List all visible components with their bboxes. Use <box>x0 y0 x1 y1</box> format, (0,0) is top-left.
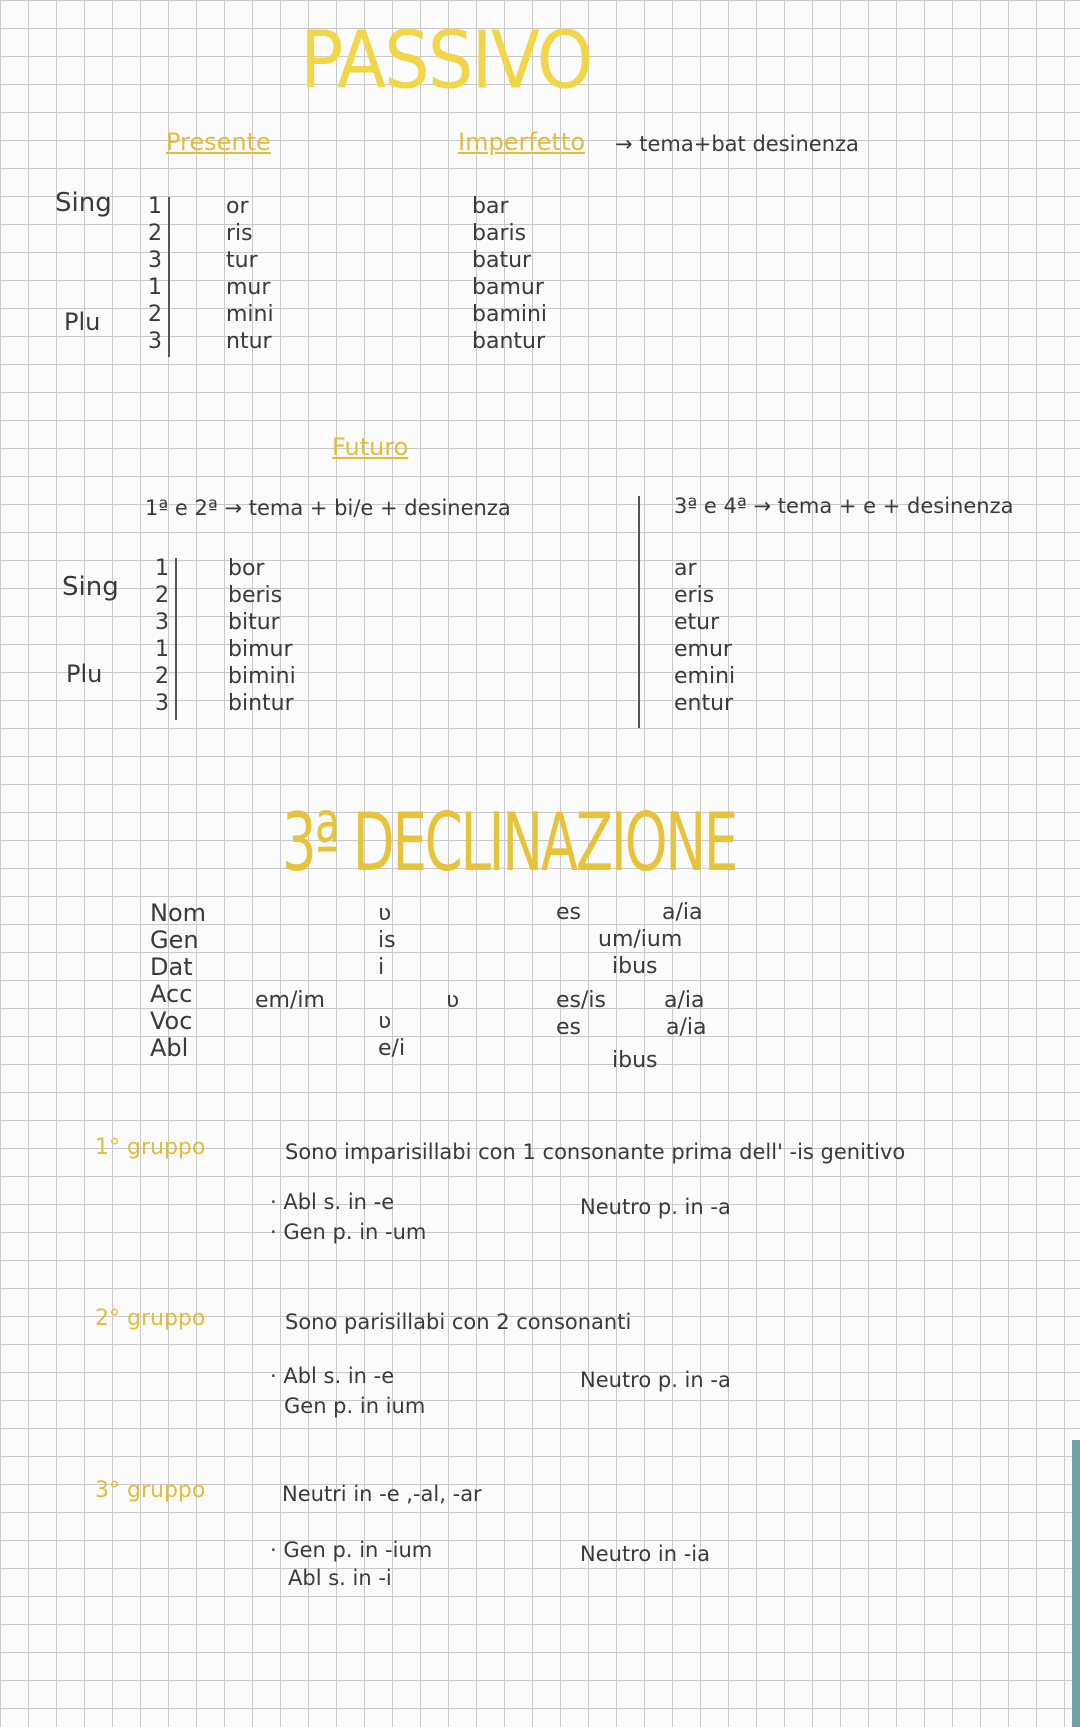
imperfetto-endings <box>472 193 547 355</box>
futuro-rule-34: 3ª e 4ª → tema + e + desinenza <box>674 494 1014 518</box>
ending: i <box>378 955 385 980</box>
acc-left-ending: em/im <box>255 988 325 1013</box>
gruppo-3-label: 3° gruppo <box>95 1478 206 1503</box>
ending: um/ium <box>598 927 683 952</box>
gruppo-2-rule: · Abl s. in -e <box>270 1364 395 1388</box>
ending: mini <box>226 302 274 327</box>
gruppo-1-neutro: Neutro p. in -a <box>580 1195 731 1219</box>
gruppo-1-rule: · Abl s. in -e <box>270 1190 395 1214</box>
futuro-plu-label: Plu <box>66 660 103 688</box>
ending: batur <box>472 248 532 273</box>
number: 3 <box>155 610 169 635</box>
ending: is <box>378 928 396 953</box>
number: 2 <box>155 583 169 608</box>
ending: entur <box>674 691 734 716</box>
ending: bor <box>228 556 265 581</box>
futuro-number-divider <box>175 558 177 720</box>
ending: tur <box>226 248 258 273</box>
passivo-numbers <box>148 193 162 355</box>
ending: mur <box>226 275 271 300</box>
ending: ris <box>226 221 253 246</box>
ending: etur <box>674 610 720 635</box>
plu-label: Plu <box>64 308 101 336</box>
case-label: Nom <box>150 899 207 927</box>
number: 2 <box>148 221 162 246</box>
futuro-numbers <box>155 555 169 717</box>
ending: bar <box>472 194 509 219</box>
ending: bamini <box>472 302 548 327</box>
gruppo-3-rule: · Gen p. in -ium <box>270 1538 433 1562</box>
singular-endings <box>378 900 405 1062</box>
imperfetto-heading: Imperfetto <box>458 128 586 156</box>
case-label: Voc <box>150 1007 193 1035</box>
ending: es <box>556 900 581 925</box>
ending: or <box>226 194 249 219</box>
declinazione-title: 3ª DECLINAZIONE <box>282 795 736 890</box>
ending: es <box>556 1015 581 1040</box>
page-edge-strip <box>1072 1440 1080 1727</box>
case-label: Gen <box>150 926 199 954</box>
plural-endings <box>556 900 796 1073</box>
ending: baris <box>472 221 527 246</box>
ending: ibus <box>612 1048 658 1073</box>
ending: bimur <box>228 637 293 662</box>
ending: beris <box>228 583 283 608</box>
ending: emur <box>674 637 732 662</box>
number: 3 <box>155 691 169 716</box>
ending: bantur <box>472 329 546 354</box>
gruppo-1-rule: · Gen p. in -um <box>270 1220 427 1244</box>
futuro-divider <box>638 496 640 728</box>
number: 3 <box>148 329 162 354</box>
ending: bintur <box>228 691 294 716</box>
gruppo-2-label: 2° gruppo <box>95 1306 206 1331</box>
number: 2 <box>155 664 169 689</box>
gruppo-1-label: 1° gruppo <box>95 1135 206 1160</box>
gruppo-2-rule: Gen p. in ium <box>284 1394 426 1418</box>
gruppo-2-neutro: Neutro p. in -a <box>580 1368 731 1392</box>
ending: ibus <box>612 954 658 979</box>
ending: es/is <box>556 988 606 1013</box>
gruppo-2-desc: Sono parisillabi con 2 consonanti <box>285 1310 632 1334</box>
case-labels <box>150 900 206 1062</box>
passivo-title: PASSIVO <box>300 13 592 107</box>
ending: e/i <box>378 1036 406 1061</box>
ending: ʋ <box>378 1009 392 1034</box>
futuro-endings-34 <box>674 555 735 717</box>
ending: bitur <box>228 610 280 635</box>
number-divider <box>168 197 170 357</box>
number: 1 <box>148 194 162 219</box>
gruppo-3-neutro: Neutro in -ia <box>580 1542 710 1566</box>
futuro-heading: Futuro <box>332 433 409 461</box>
sing-label: Sing <box>55 188 112 218</box>
number: 1 <box>155 637 169 662</box>
number: 2 <box>148 302 162 327</box>
gruppo-3-desc: Neutri in -e ,-al, -ar <box>282 1482 482 1506</box>
ending: emini <box>674 664 736 689</box>
ending: ʋ <box>378 901 392 926</box>
ending: ar <box>674 556 697 581</box>
number: 1 <box>148 275 162 300</box>
acc-neutro-ending: ʋ <box>446 988 460 1013</box>
ending: a/ia <box>662 900 703 925</box>
case-label: Dat <box>150 953 193 981</box>
gruppo-3-rule: Abl s. in -i <box>288 1566 392 1590</box>
futuro-sing-label: Sing <box>62 572 119 602</box>
ending: bimini <box>228 664 296 689</box>
gruppo-1-desc: Sono imparisillabi con 1 consonante prima dell' -is genitivo <box>285 1140 906 1164</box>
ending: eris <box>674 583 715 608</box>
case-label: Acc <box>150 980 193 1008</box>
ending: ntur <box>226 329 272 354</box>
ending: a/ia <box>666 1015 707 1040</box>
presente-endings <box>226 193 274 355</box>
futuro-endings-12 <box>228 555 296 717</box>
imperfetto-rule: → tema+bat desinenza <box>615 132 859 156</box>
case-label: Abl <box>150 1034 189 1062</box>
number: 3 <box>148 248 162 273</box>
ending: bamur <box>472 275 544 300</box>
presente-heading: Presente <box>166 128 271 156</box>
number: 1 <box>155 556 169 581</box>
ending: a/ia <box>664 988 705 1013</box>
futuro-rule-12: 1ª e 2ª → tema + bi/e + desinenza <box>145 496 511 520</box>
